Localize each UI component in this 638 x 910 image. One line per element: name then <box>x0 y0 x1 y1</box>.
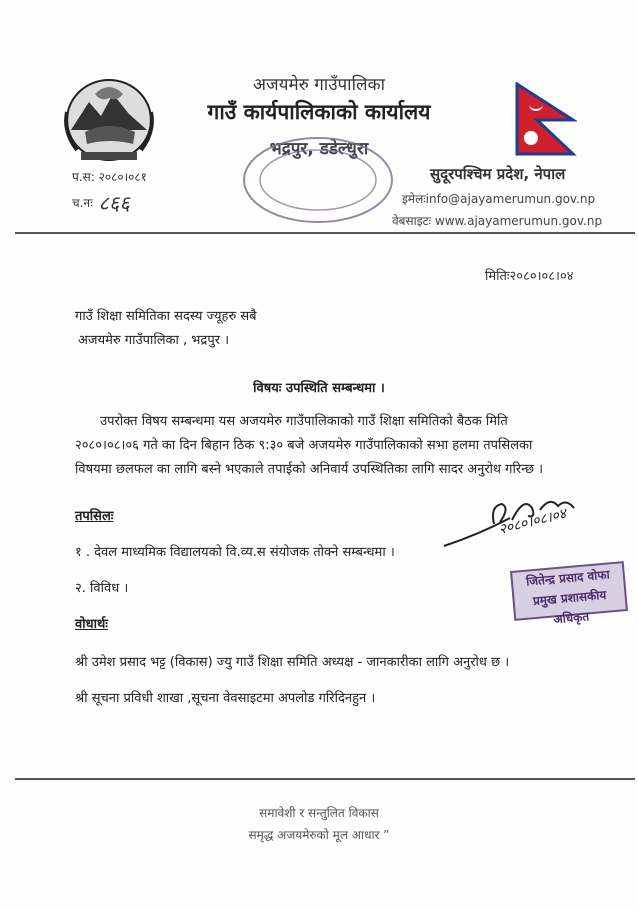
footer-line-2: समृद्ध अजयमेरुको मूल आधार ” <box>248 828 390 842</box>
email-link[interactable]: info@ajayamerumun.gov.np <box>425 192 596 206</box>
reference-number: प.स: २०८०।०८१ <box>72 170 147 184</box>
recipient-line-1: गाउँ शिक्षा समितिका सदस्य ज्यूहरु सबै <box>75 309 257 324</box>
footer-divider <box>15 778 635 780</box>
website-line: वेबसाइटः www.ajayamerumun.gov.np <box>392 214 603 228</box>
letter-subject: विषयः उपस्थिति सम्बन्धमा । <box>253 381 385 396</box>
footer-slogan <box>0 802 638 846</box>
office-location: भद्रपुर, डडेल्धुरा <box>269 139 369 159</box>
signature-date: २०८०।०८।०४ <box>497 505 568 539</box>
province-name: सुदूरपश्चिम प्रदेश, नेपाल <box>430 165 566 183</box>
body-line-2: २०८०।०८।०६ गते का दिन बिहान ठिक ९:३० बजे अजयमेरु गाउँपालिकाको सभा हलमा तपसिलका <box>75 438 533 453</box>
website-link[interactable]: www.ajayamerumun.gov.np <box>434 214 603 228</box>
agenda-item-1: १ . देवल माध्यमिक विद्यालयको वि.व्य.स संयोजक तोक्ने सम्बन्धमा । <box>75 545 395 560</box>
tapasil-heading: तपसिलः <box>75 509 114 524</box>
body-line-1: उपरोक्त विषय सम्बन्धमा यस अजयमेरु गाउँपालिकाको गाउँ शिक्षा समितिको बैठक मिति <box>100 414 508 429</box>
bodhartha-heading: वोधार्थः <box>75 617 108 632</box>
email-line: इमेलःinfo@ajayamerumun.gov.np <box>402 192 596 206</box>
letter-date: मितिः२०८०।०८।०४ <box>485 269 574 284</box>
footer-line-1: समावेशी र सन्तुलित विकास <box>259 806 379 820</box>
recipient-line-2: अजयमेरु गाउँपालिका , भद्रपुर । <box>78 333 230 348</box>
agenda-item-2: २. विविध । <box>75 581 129 596</box>
officer-stamp: जितेन्द्र प्रसाद वोफा प्रमुख प्रशासकीय अधिकृत <box>510 561 628 621</box>
cc-line-2: श्री सूचना प्रविधी शाखा ,सूचना वेवसाइटमा अपलोड गरिदिनहुन । <box>75 691 376 706</box>
office-seal-stamp <box>238 134 398 226</box>
nepal-flag-icon <box>515 82 577 156</box>
dispatch-number: च.नः ८६६ <box>72 191 130 215</box>
body-line-3: विषयमा छलफल का लागि बस्ने भएकाले तपाईको अनिवार्य उपस्थितिका लागि सादर अनुरोध गरिन्छ । <box>75 462 544 477</box>
office-name: गाउँ कार्यपालिकाको कार्यालय <box>207 100 431 124</box>
letter-body <box>75 410 605 482</box>
header-divider <box>15 232 635 234</box>
cc-line-1: श्री उमेश प्रसाद भट्ट (विकास) ज्यु गाउँ शिक्षा समिति अध्यक्ष - जानकारीका लागि अनुरोध छ । <box>75 655 510 670</box>
municipality-name: अजयमेरु गाउँपालिका <box>253 75 385 95</box>
